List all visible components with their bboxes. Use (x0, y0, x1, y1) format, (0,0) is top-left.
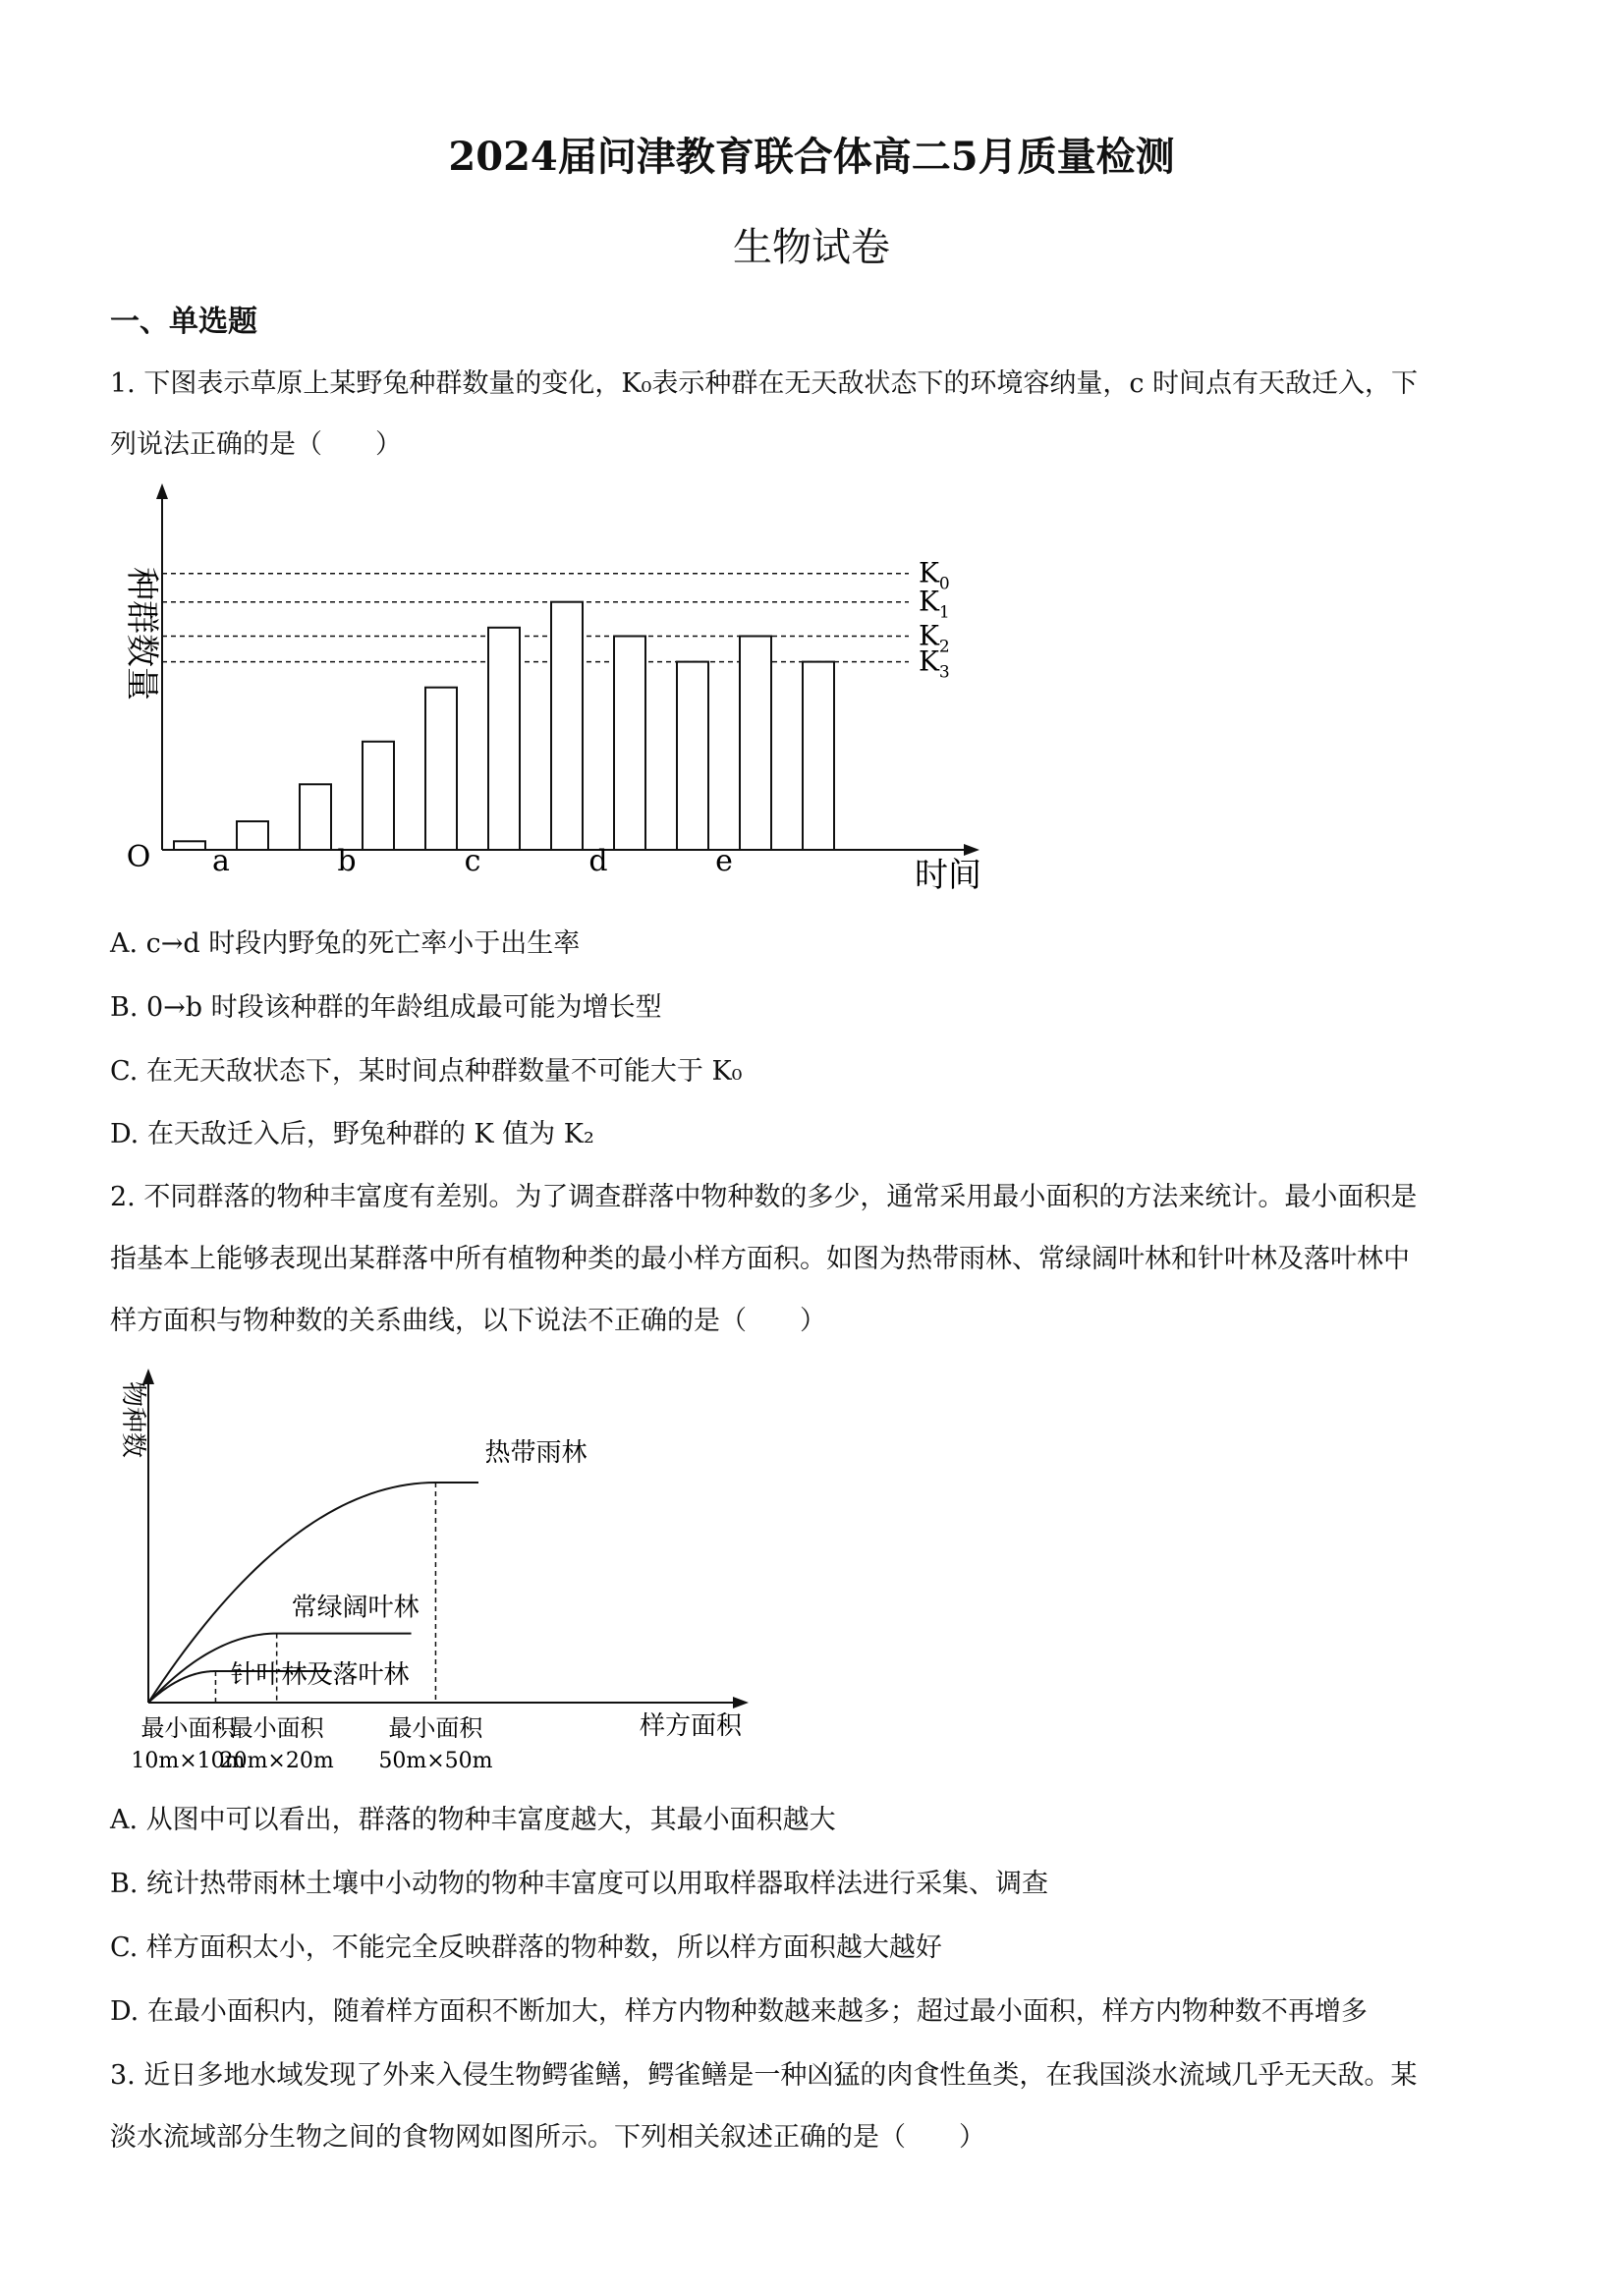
min-area-tick-label: 最小面积 (388, 1714, 483, 1742)
q1-option-a[interactable]: A. c→d 时段内野兔的死亡率小于出生率 (110, 928, 581, 959)
k2-label: $K_2$ (919, 619, 950, 657)
c1-x-arrow (964, 844, 979, 856)
c1-y-axis-label: 种群数量 (122, 567, 161, 700)
population-bar (740, 637, 771, 851)
population-bar (237, 821, 268, 850)
series-label-0: 热带雨林 (484, 1438, 588, 1468)
q2-option-c[interactable]: C. 样方面积太小，不能完全反映群落的物种数，所以样方面积越大越好 (110, 1932, 942, 1963)
population-bar (488, 628, 520, 850)
q1-stem-line1: 1. 下图表示草原上某野兔种群数量的变化，K₀表示种群在无天敌状态下的环境容纳量，c 时间点有天敌迁入，下 (110, 368, 1419, 399)
k1-label: $K_1$ (919, 585, 950, 623)
q1-option-c[interactable]: C. 在无天敌状态下，某时间点种群数量不可能大于 K₀ (110, 1056, 743, 1087)
x-tick-label-a: a (212, 844, 230, 878)
min-area-tick-size: 50m×50m (378, 1749, 493, 1773)
min-area-tick-label: 最小面积 (229, 1714, 324, 1742)
series-label-2: 针叶林及落叶林 (230, 1660, 410, 1690)
c1-y-arrow (156, 483, 168, 499)
q2-stem-line1: 2. 不同群落的物种丰富度有差别。为了调查群落中物种数的多少，通常采用最小面积的方法来统计。最小面积是 (110, 1182, 1418, 1212)
q1-stem-line2: 列说法正确的是（ ） (110, 429, 402, 460)
population-bar (551, 602, 583, 850)
q2-option-a[interactable]: A. 从图中可以看出，群落的物种丰富度越大，其最小面积越大 (110, 1805, 836, 1835)
population-bar (614, 637, 645, 851)
min-area-tick-label: 最小面积 (140, 1714, 236, 1742)
q1-option-d[interactable]: D. 在天敌迁入后，野兔种群的 K 值为 K₂ (110, 1119, 594, 1149)
x-tick-label-b: b (337, 844, 357, 878)
q2-option-d[interactable]: D. 在最小面积内，随着样方面积不断加大，样方内物种数越来越多；超过最小面积，样方内物种数不再增多 (110, 1996, 1368, 2027)
q2-line-chart (103, 1361, 771, 1783)
c2-x-axis-label: 样方面积 (639, 1711, 743, 1741)
q2-option-b[interactable]: B. 统计热带雨林土壤中小动物的物种丰富度可以用取样器取样法进行采集、调查 (110, 1869, 1049, 1899)
q2-stem-line2: 指基本上能够表现出某群落中所有植物种类的最小样方面积。如图为热带雨林、常绿阔叶林和针叶林及落叶林中 (110, 1244, 1410, 1274)
population-bar (677, 662, 708, 850)
c1-origin-label: O (126, 840, 151, 874)
q2-stem-line3: 样方面积与物种数的关系曲线，以下说法不正确的是（ ） (110, 1306, 826, 1336)
min-area-tick-size: 10m×10m (131, 1749, 246, 1773)
q1-option-b[interactable]: B. 0→b 时段该种群的年龄组成最可能为增长型 (110, 992, 662, 1023)
exam-subtitle: 生物试卷 (733, 225, 890, 270)
population-bar (803, 662, 834, 850)
c2-y-axis-label: 物种数 (118, 1380, 147, 1459)
min-area-tick-size: 20m×20m (219, 1749, 334, 1773)
x-tick-label-e: e (715, 844, 733, 878)
exam-title: 2024届问津教育联合体高二5月质量检测 (448, 134, 1175, 180)
q1-bar-chart (103, 481, 1007, 894)
c1-x-axis-label: 时间 (915, 856, 981, 894)
population-bar (174, 841, 205, 850)
series-label-1: 常绿阔叶林 (291, 1593, 420, 1623)
k3-label: $K_3$ (919, 644, 950, 683)
section-heading: 一、单选题 (110, 305, 257, 339)
population-bar (300, 784, 331, 850)
population-bar (425, 688, 457, 850)
q3-stem-line2: 淡水流域部分生物之间的食物网如图所示。下列相关叙述正确的是（ ） (110, 2122, 985, 2153)
q3-stem-line1: 3. 近日多地水域发现了外来入侵生物鳄雀鳝，鳄雀鳝是一种凶猛的肉食性鱼类，在我国淡水流域几乎无天敌。某 (110, 2060, 1418, 2091)
population-bar (363, 742, 394, 850)
x-tick-label-c: c (464, 844, 481, 878)
k0-label: $K_0$ (919, 556, 950, 594)
x-tick-label-d: d (588, 844, 608, 878)
c2-x-arrow (733, 1697, 749, 1708)
